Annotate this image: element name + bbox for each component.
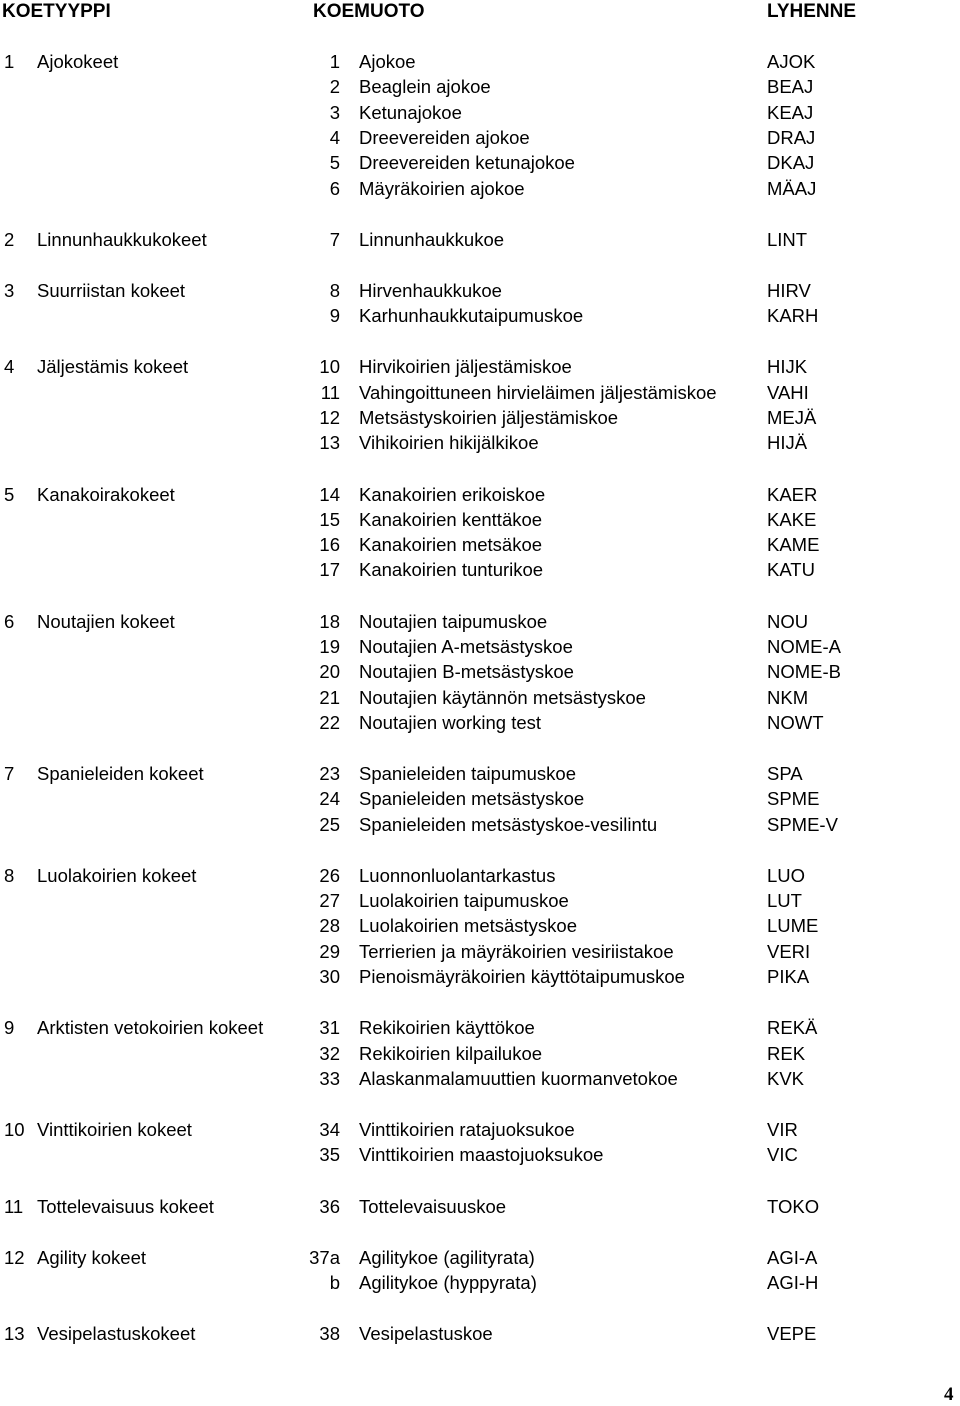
group-number: 3 bbox=[4, 279, 15, 301]
test-name: Spanieleiden metsästyskoe bbox=[359, 788, 585, 810]
test-number: 16 bbox=[319, 534, 340, 556]
test-name: Noutajien B-metsästyskoe bbox=[359, 661, 574, 683]
test-number: 11 bbox=[320, 381, 340, 403]
test-name: Luolakoirien taipumuskoe bbox=[359, 890, 569, 912]
group-number: 12 bbox=[4, 1246, 25, 1268]
test-number: 4 bbox=[329, 126, 340, 148]
group-number: 10 bbox=[4, 1119, 25, 1140]
table-row bbox=[0, 303, 960, 328]
test-abbreviation: VEPE bbox=[767, 1323, 817, 1345]
test-number: 37a bbox=[309, 1246, 340, 1268]
group-number: 8 bbox=[4, 864, 15, 886]
test-abbreviation: NOU bbox=[767, 610, 809, 632]
table-row bbox=[0, 1015, 960, 1040]
test-abbreviation: VERI bbox=[767, 940, 811, 962]
test-abbreviation: REK bbox=[767, 1042, 806, 1064]
test-abbreviation: BEAJ bbox=[767, 76, 814, 98]
test-name: Karhunhaukkutaipumuskoe bbox=[359, 305, 584, 327]
test-abbreviation: LINT bbox=[767, 228, 808, 250]
test-name: Noutajien taipumuskoe bbox=[359, 610, 548, 632]
test-number: 17 bbox=[319, 559, 340, 581]
header-koemuoto: KOEMUOTO bbox=[313, 1, 425, 22]
group-name: Luolakoirien kokeet bbox=[37, 864, 197, 886]
test-abbreviation: DKAJ bbox=[767, 152, 815, 174]
table-row bbox=[0, 1194, 960, 1219]
table-row bbox=[0, 49, 960, 74]
group-number: 5 bbox=[4, 483, 15, 505]
test-abbreviation: MÄAJ bbox=[767, 177, 817, 199]
test-number: 29 bbox=[319, 940, 340, 962]
header-koetyyppi: KOETYYPPI bbox=[2, 1, 111, 22]
table-row bbox=[0, 125, 960, 150]
test-abbreviation: HIJÄ bbox=[767, 432, 808, 454]
test-number: 33 bbox=[319, 1067, 340, 1089]
test-number: 13 bbox=[319, 432, 340, 454]
test-number: 31 bbox=[319, 1017, 340, 1039]
test-abbreviation: HIRV bbox=[767, 279, 811, 301]
test-number: 5 bbox=[329, 152, 340, 174]
table-row bbox=[0, 863, 960, 888]
group-number: 1 bbox=[4, 51, 15, 72]
test-number: 7 bbox=[329, 228, 340, 250]
test-name: Kanakoirien kenttäkoe bbox=[359, 508, 543, 530]
test-name: Dreevereiden ketunajokoe bbox=[359, 152, 575, 174]
test-abbreviation: VIR bbox=[767, 1119, 798, 1140]
table-row bbox=[0, 405, 960, 430]
test-name: Vinttikoirien ratajuoksukoe bbox=[359, 1119, 575, 1140]
test-name: Ketunajokoe bbox=[359, 101, 462, 123]
table-row bbox=[0, 100, 960, 125]
test-name: Noutajien käytännön metsästyskoe bbox=[359, 686, 646, 708]
test-name: Rekikoirien kilpailukoe bbox=[359, 1042, 543, 1064]
test-abbreviation: LUME bbox=[767, 915, 819, 937]
table-row bbox=[0, 964, 960, 989]
group-name: Tottelevaisuus kokeet bbox=[37, 1195, 214, 1217]
group-name: Agility kokeet bbox=[37, 1246, 146, 1268]
test-name: Beaglein ajokoe bbox=[359, 76, 491, 98]
group-name: Vesipelastuskokeet bbox=[37, 1323, 196, 1345]
page-number: 4 bbox=[944, 1384, 954, 1405]
test-number: 6 bbox=[329, 177, 340, 199]
test-name: Spanieleiden taipumuskoe bbox=[359, 763, 577, 784]
test-abbreviation: MEJÄ bbox=[767, 407, 817, 428]
test-number: 14 bbox=[319, 483, 340, 505]
test-number: 2 bbox=[329, 76, 340, 98]
test-number: 10 bbox=[319, 356, 340, 378]
test-abbreviation: LUT bbox=[767, 890, 802, 912]
test-abbreviation: SPA bbox=[767, 763, 803, 784]
test-abbreviation: KAKE bbox=[767, 508, 817, 530]
test-name: Mäyräkoirien ajokoe bbox=[359, 177, 525, 199]
group-name: Noutajien kokeet bbox=[37, 610, 175, 632]
group-name: Spanieleiden kokeet bbox=[37, 763, 204, 784]
test-number: 27 bbox=[319, 890, 340, 912]
test-number: 8 bbox=[329, 279, 340, 301]
test-name: Noutajien working test bbox=[359, 711, 542, 733]
group-name: Jäljestämis kokeet bbox=[37, 356, 189, 378]
table-row bbox=[0, 1041, 960, 1066]
table-row bbox=[0, 1142, 960, 1167]
test-name: Dreevereiden ajokoe bbox=[359, 126, 530, 148]
test-number: 25 bbox=[319, 813, 340, 835]
test-name: Spanieleiden metsästyskoe-vesilintu bbox=[359, 813, 658, 835]
table-row bbox=[0, 710, 960, 735]
test-abbreviation: HIJK bbox=[767, 356, 808, 378]
table-row bbox=[0, 557, 960, 582]
group-number: 13 bbox=[4, 1323, 25, 1345]
test-abbreviation: KAER bbox=[767, 483, 818, 505]
table-row bbox=[0, 685, 960, 710]
group-name: Vinttikoirien kokeet bbox=[37, 1119, 192, 1140]
test-number: 34 bbox=[319, 1119, 340, 1140]
group-number: 9 bbox=[4, 1017, 15, 1039]
table-row bbox=[0, 888, 960, 913]
group-name: Linnunhaukkukokeet bbox=[37, 228, 207, 250]
test-name: Ajokoe bbox=[359, 51, 416, 72]
table-row bbox=[0, 380, 960, 405]
test-name: Vesipelastuskoe bbox=[359, 1323, 493, 1345]
test-name: Vahingoittuneen hirvieläimen jäljestämiskoe bbox=[359, 381, 717, 403]
table-row bbox=[0, 227, 960, 252]
test-abbreviation: VAHI bbox=[767, 381, 809, 403]
test-abbreviation: AJOK bbox=[767, 51, 816, 72]
test-number: 22 bbox=[319, 711, 340, 733]
test-number: 36 bbox=[319, 1195, 340, 1217]
group-name: Arktisten vetokoirien kokeet bbox=[37, 1017, 264, 1039]
test-abbreviation: SPME-V bbox=[767, 813, 838, 835]
test-name: Tottelevaisuuskoe bbox=[359, 1195, 507, 1217]
table-row bbox=[0, 176, 960, 201]
test-name: Metsästyskoirien jäljestämiskoe bbox=[359, 407, 619, 428]
table-row bbox=[0, 939, 960, 964]
test-name: Pienoismäyräkoirien käyttötaipumuskoe bbox=[359, 966, 685, 987]
test-name: Kanakoirien tunturikoe bbox=[359, 559, 544, 581]
test-name: Luonnonluolantarkastus bbox=[359, 864, 556, 886]
group-name: Suurriistan kokeet bbox=[37, 279, 186, 301]
table-row bbox=[0, 634, 960, 659]
test-abbreviation: NOME-A bbox=[767, 635, 841, 657]
test-number: 15 bbox=[319, 508, 340, 530]
group-number: 4 bbox=[4, 356, 15, 378]
group-name: Ajokokeet bbox=[37, 51, 119, 72]
table-row bbox=[0, 659, 960, 684]
test-name: Agilitykoe (agilityrata) bbox=[359, 1246, 535, 1268]
test-number: 21 bbox=[319, 686, 340, 708]
test-name: Rekikoirien käyttökoe bbox=[359, 1017, 535, 1039]
table-row bbox=[0, 532, 960, 557]
table-row bbox=[0, 74, 960, 99]
table-row bbox=[0, 354, 960, 379]
test-number: 23 bbox=[319, 763, 340, 784]
test-name: Linnunhaukkukoe bbox=[359, 228, 505, 250]
test-number: b bbox=[329, 1272, 340, 1293]
test-name: Hirvenhaukkukoe bbox=[359, 279, 502, 301]
test-name: Vihikoirien hikijälkikoe bbox=[359, 432, 539, 454]
test-abbreviation: REKÄ bbox=[767, 1017, 818, 1039]
table-row bbox=[0, 786, 960, 811]
test-abbreviation: DRAJ bbox=[767, 126, 816, 148]
test-name: Agilitykoe (hyppyrata) bbox=[359, 1272, 537, 1293]
table-row bbox=[0, 913, 960, 938]
table-row bbox=[0, 609, 960, 634]
test-number: 26 bbox=[319, 864, 340, 886]
group-number: 11 bbox=[4, 1195, 24, 1217]
test-name: Kanakoirien erikoiskoe bbox=[359, 483, 546, 505]
test-abbreviation: AGI-H bbox=[767, 1272, 819, 1293]
test-number: 1 bbox=[329, 51, 340, 72]
test-abbreviation: KVK bbox=[767, 1067, 805, 1089]
test-number: 20 bbox=[319, 661, 340, 683]
test-abbreviation: KEAJ bbox=[767, 101, 814, 123]
test-name: Hirvikoirien jäljestämiskoe bbox=[359, 356, 572, 378]
test-number: 32 bbox=[319, 1042, 340, 1064]
test-abbreviation: VIC bbox=[767, 1144, 798, 1166]
test-abbreviation: PIKA bbox=[767, 966, 810, 987]
table-row bbox=[0, 430, 960, 455]
test-number: 19 bbox=[319, 635, 340, 657]
test-abbreviation: LUO bbox=[767, 864, 806, 886]
group-number: 6 bbox=[4, 610, 15, 632]
group-name: Kanakoirakokeet bbox=[37, 483, 175, 505]
group-number: 7 bbox=[4, 763, 15, 784]
table-row bbox=[0, 1270, 960, 1295]
test-number: 12 bbox=[319, 407, 340, 428]
table-row bbox=[0, 812, 960, 837]
test-name: Noutajien A-metsästyskoe bbox=[359, 635, 573, 657]
table-row bbox=[0, 1245, 960, 1270]
test-name: Luolakoirien metsästyskoe bbox=[359, 915, 577, 937]
test-abbreviation: KARH bbox=[767, 305, 819, 327]
table-row bbox=[0, 507, 960, 532]
table-row bbox=[0, 278, 960, 303]
test-abbreviation: SPME bbox=[767, 788, 820, 810]
test-name: Alaskanmalamuuttien kuormanvetokoe bbox=[359, 1067, 678, 1089]
test-number: 35 bbox=[319, 1144, 340, 1166]
header-lyhenne: LYHENNE bbox=[767, 1, 857, 22]
test-number: 24 bbox=[319, 788, 340, 810]
test-name: Kanakoirien metsäkoe bbox=[359, 534, 543, 556]
table-row bbox=[0, 761, 960, 786]
test-number: 38 bbox=[319, 1323, 340, 1345]
test-number: 30 bbox=[319, 966, 340, 987]
table-row bbox=[0, 150, 960, 175]
test-name: Vinttikoirien maastojuoksukoe bbox=[359, 1144, 604, 1166]
test-abbreviation: AGI-A bbox=[767, 1246, 818, 1268]
test-abbreviation: KAME bbox=[767, 534, 820, 556]
test-abbreviation: TOKO bbox=[767, 1195, 820, 1217]
table-row bbox=[0, 1321, 960, 1346]
test-number: 9 bbox=[329, 305, 340, 327]
test-number: 28 bbox=[319, 915, 340, 937]
group-number: 2 bbox=[4, 228, 15, 250]
test-number: 3 bbox=[329, 101, 340, 123]
test-name: Terrierien ja mäyräkoirien vesiriistakoe bbox=[359, 940, 674, 962]
table-row bbox=[0, 1117, 960, 1142]
table-row bbox=[0, 1066, 960, 1091]
table-row bbox=[0, 482, 960, 507]
test-abbreviation: NOME-B bbox=[767, 661, 841, 683]
test-abbreviation: NOWT bbox=[767, 711, 824, 733]
test-abbreviation: KATU bbox=[767, 559, 815, 581]
test-number: 18 bbox=[319, 610, 340, 632]
test-abbreviation: NKM bbox=[767, 686, 809, 708]
